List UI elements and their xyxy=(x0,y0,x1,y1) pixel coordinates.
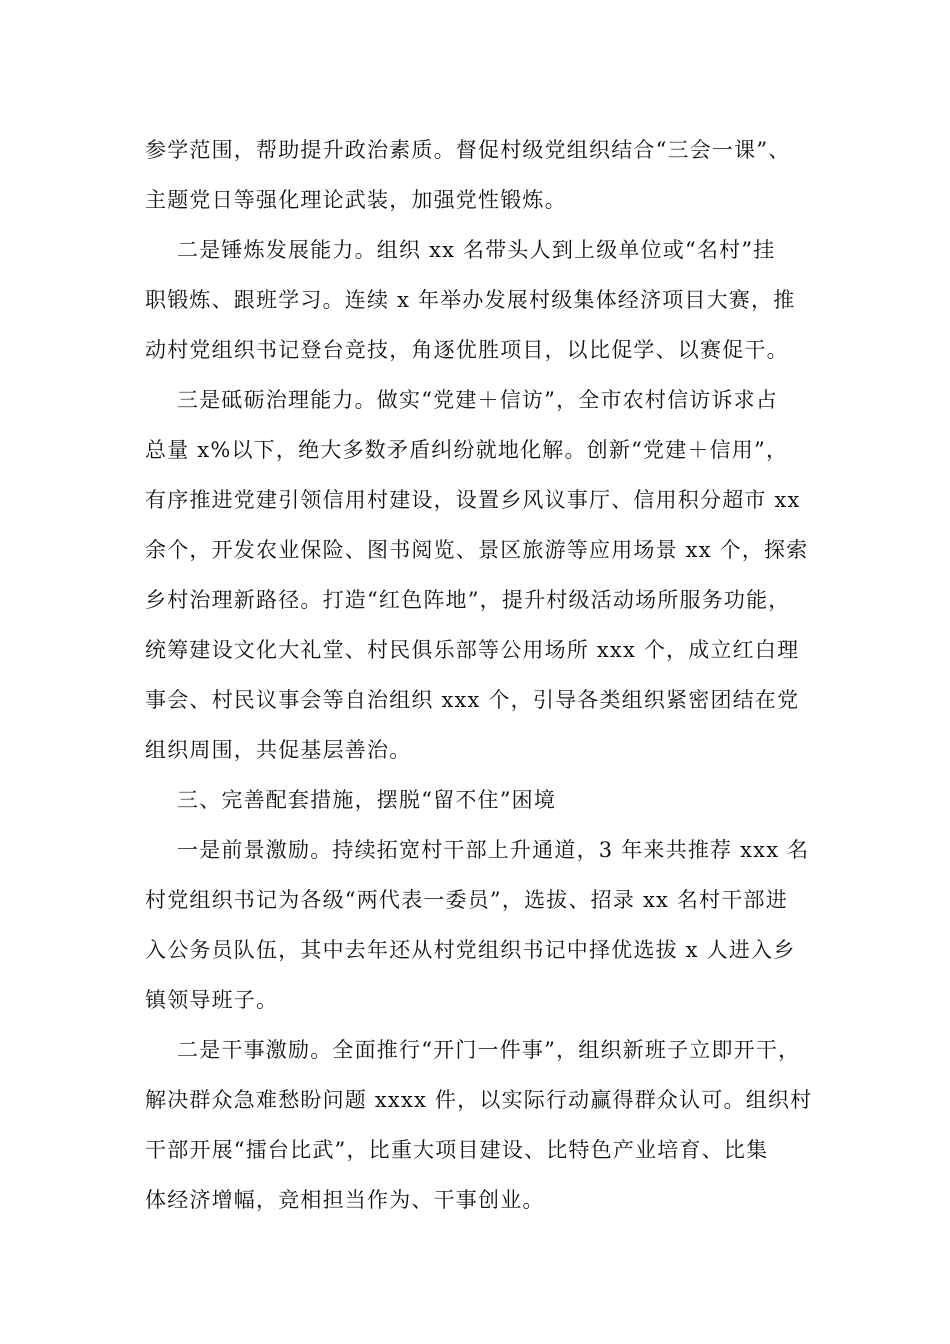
body-text-line: 干部开展“擂台比武”，比重大项目建设、比特色产业培育、比集 xyxy=(145,1138,769,1162)
paragraph-first-line: 二是干事激励。全面推行“开门一件事”，组织新班子立即开干， xyxy=(177,1038,801,1062)
body-text-line: 余个，开发农业保险、图书阅览、景区旅游等应用场景 xx 个，探索 xyxy=(145,538,809,562)
body-text-line: 镇领导班子。 xyxy=(145,988,279,1012)
body-text-line: 入公务员队伍，其中去年还从村党组织书记中择优选拔 x 人进入乡 xyxy=(145,938,796,962)
body-text-line: 事会、村民议事会等自治组织 xxx 个，引导各类组织紧密团结在党 xyxy=(145,688,800,712)
body-text-line: 统筹建设文化大礼堂、村民俱乐部等公用场所 xxx 个，成立红白理 xyxy=(145,638,800,662)
body-text-line: 总量 x%以下，绝大多数矛盾纠纷就地化解。创新“党建＋信用”， xyxy=(145,438,789,462)
paragraph-first-line: 三是砥砺治理能力。做实“党建＋信访”，全市农村信访诉求占 xyxy=(177,388,779,412)
paragraph-first-line: 二是锤炼发展能力。组织 xx 名带头人到上级单位或“名村”挂 xyxy=(177,238,776,262)
body-text-line: 体经济增幅，竞相担当作为、干事创业。 xyxy=(145,1188,545,1212)
body-text-line: 乡村治理新路径。打造“红色阵地”，提升村级活动场所服务功能， xyxy=(145,588,791,612)
body-text-line: 解决群众急难愁盼问题 xxxx 件，以实际行动赢得群众认可。组织村 xyxy=(145,1088,813,1112)
body-text-line: 动村党组织书记登台竞技，角逐优胜项目，以比促学、以赛促干。 xyxy=(145,338,789,362)
body-text-line: 职锻炼、跟班学习。连续 x 年举办发展村级集体经济项目大赛，推 xyxy=(145,288,796,312)
body-text-line: 参学范围，帮助提升政治素质。督促村级党组织结合“三会一课”、 xyxy=(145,138,791,162)
body-text-line: 组织周围，共促基层善治。 xyxy=(145,738,412,762)
section-heading: 三、完善配套措施，摆脱“留不住”困境 xyxy=(177,788,557,812)
paragraph-first-line: 一是前景激励。持续拓宽村干部上升通道，3 年来共推荐 xxx 名 xyxy=(177,838,810,862)
body-text-line: 有序推进党建引领信用村建设，设置乡风议事厅、信用积分超市 xx xyxy=(145,488,801,512)
body-text-line: 村党组织书记为各级“两代表一委员”，选拔、招录 xx 名村干部进 xyxy=(145,888,788,912)
body-text-line: 主题党日等强化理论武装，加强党性锻炼。 xyxy=(145,188,567,212)
